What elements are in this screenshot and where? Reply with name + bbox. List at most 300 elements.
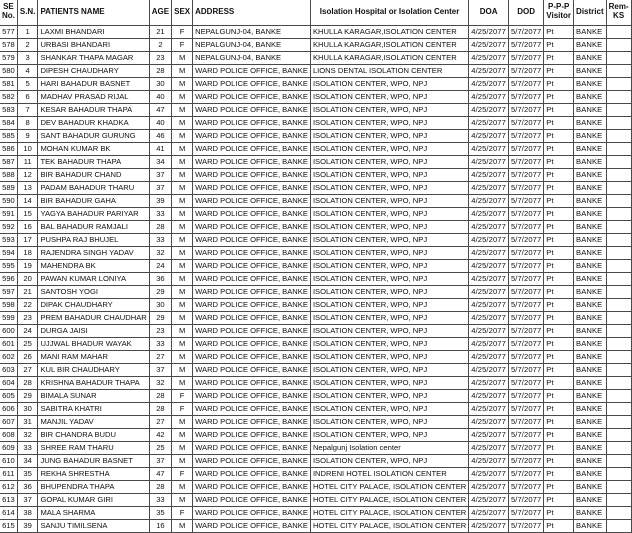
cell-patient-name: MAHENDRA BK — [38, 260, 149, 273]
cell-serial-no: 602 — [0, 351, 17, 364]
cell-doa: 4/25/2077 — [469, 260, 509, 273]
cell-remarks — [606, 312, 631, 325]
header-doa: DOA — [469, 0, 509, 26]
cell-district: BANKE — [574, 481, 607, 494]
cell-serial-no: 590 — [0, 195, 17, 208]
cell-visitor: Pt — [544, 221, 574, 234]
cell-district: BANKE — [574, 130, 607, 143]
cell-sex: F — [172, 507, 193, 520]
cell-serial-no: 605 — [0, 390, 17, 403]
cell-age: 36 — [149, 273, 171, 286]
cell-remarks — [606, 286, 631, 299]
cell-serial-no: 581 — [0, 78, 17, 91]
cell-isolation: ISOLATION CENTER, WPO, NPJ — [310, 91, 468, 104]
cell-address: WARD POLICE OFFICE, BANKE — [193, 143, 311, 156]
cell-sex: M — [172, 429, 193, 442]
cell-address: WARD POLICE OFFICE, BANKE — [193, 78, 311, 91]
cell-visitor: Pt — [544, 260, 574, 273]
cell-remarks — [606, 325, 631, 338]
cell-patient-name: YAGYA BAHADUR PARIYAR — [38, 208, 149, 221]
cell-patient-name: PREM BAHADUR CHAUDHAR — [38, 312, 149, 325]
cell-visitor: Pt — [544, 351, 574, 364]
cell-remarks — [606, 156, 631, 169]
cell-sex: M — [172, 117, 193, 130]
cell-dod: 5/7/2077 — [508, 481, 543, 494]
cell-serial-no: 611 — [0, 468, 17, 481]
cell-sex: M — [172, 91, 193, 104]
cell-serial-no: 580 — [0, 65, 17, 78]
cell-age: 40 — [149, 117, 171, 130]
cell-age: 33 — [149, 494, 171, 507]
cell-serial-no: 600 — [0, 325, 17, 338]
cell-patient-name: SANJU TIMILSENA — [38, 520, 149, 533]
cell-address: WARD POLICE OFFICE, BANKE — [193, 130, 311, 143]
cell-isolation: INDRENI HOTEL ISOLATION CENTER — [310, 468, 468, 481]
cell-patient-name: DURGA JAISI — [38, 325, 149, 338]
cell-doa: 4/25/2077 — [469, 117, 509, 130]
cell-age: 29 — [149, 286, 171, 299]
cell-remarks — [606, 299, 631, 312]
cell-sex: F — [172, 403, 193, 416]
cell-sex: M — [172, 416, 193, 429]
cell-dod: 5/7/2077 — [508, 351, 543, 364]
cell-dod: 5/7/2077 — [508, 91, 543, 104]
cell-age: 23 — [149, 325, 171, 338]
table-row — [0, 104, 631, 117]
cell-isolation: ISOLATION CENTER, WPO, NPJ — [310, 390, 468, 403]
cell-age: 41 — [149, 143, 171, 156]
cell-visitor: Pt — [544, 299, 574, 312]
cell-patient-name: JUNG BAHADUR BASNET — [38, 455, 149, 468]
cell-visitor: Pt — [544, 130, 574, 143]
cell-age: 28 — [149, 390, 171, 403]
cell-doa: 4/25/2077 — [469, 429, 509, 442]
cell-sex: M — [172, 104, 193, 117]
cell-visitor: Pt — [544, 247, 574, 260]
cell-sex: M — [172, 364, 193, 377]
cell-age: 47 — [149, 468, 171, 481]
cell-age: 28 — [149, 481, 171, 494]
cell-sn: 38 — [17, 507, 38, 520]
cell-age: 47 — [149, 104, 171, 117]
cell-address: WARD POLICE OFFICE, BANKE — [193, 429, 311, 442]
cell-visitor: Pt — [544, 416, 574, 429]
cell-dod: 5/7/2077 — [508, 221, 543, 234]
cell-age: 25 — [149, 442, 171, 455]
cell-visitor: Pt — [544, 442, 574, 455]
cell-doa: 4/25/2077 — [469, 286, 509, 299]
cell-age: 46 — [149, 130, 171, 143]
cell-isolation: ISOLATION CENTER, WPO, NPJ — [310, 182, 468, 195]
cell-remarks — [606, 182, 631, 195]
cell-district: BANKE — [574, 169, 607, 182]
cell-visitor: Pt — [544, 390, 574, 403]
table-row — [0, 429, 631, 442]
cell-isolation: ISOLATION CENTER, WPO, NPJ — [310, 143, 468, 156]
cell-visitor: Pt — [544, 403, 574, 416]
cell-address: WARD POLICE OFFICE, BANKE — [193, 364, 311, 377]
cell-dod: 5/7/2077 — [508, 208, 543, 221]
cell-age: 33 — [149, 208, 171, 221]
cell-visitor: Pt — [544, 104, 574, 117]
cell-sn: 5 — [17, 78, 38, 91]
cell-visitor: Pt — [544, 234, 574, 247]
cell-sn: 10 — [17, 143, 38, 156]
cell-dod: 5/7/2077 — [508, 403, 543, 416]
cell-dod: 5/7/2077 — [508, 78, 543, 91]
cell-age: 16 — [149, 520, 171, 533]
header-patient-name: PATIENTS NAME — [38, 0, 149, 26]
cell-sex: M — [172, 299, 193, 312]
cell-patient-name: KESAR BAHADUR THAPA — [38, 104, 149, 117]
cell-district: BANKE — [574, 208, 607, 221]
cell-dod: 5/7/2077 — [508, 312, 543, 325]
cell-serial-no: 595 — [0, 260, 17, 273]
cell-sn: 13 — [17, 182, 38, 195]
cell-dod: 5/7/2077 — [508, 416, 543, 429]
cell-address: WARD POLICE OFFICE, BANKE — [193, 286, 311, 299]
cell-district: BANKE — [574, 247, 607, 260]
cell-serial-no: 603 — [0, 364, 17, 377]
cell-age: 28 — [149, 221, 171, 234]
cell-address: WARD POLICE OFFICE, BANKE — [193, 169, 311, 182]
cell-district: BANKE — [574, 286, 607, 299]
cell-address: WARD POLICE OFFICE, BANKE — [193, 195, 311, 208]
cell-sex: M — [172, 65, 193, 78]
cell-isolation: ISOLATION CENTER, WPO, NPJ — [310, 169, 468, 182]
cell-sn: 17 — [17, 234, 38, 247]
cell-address: WARD POLICE OFFICE, BANKE — [193, 299, 311, 312]
cell-remarks — [606, 221, 631, 234]
cell-dod: 5/7/2077 — [508, 494, 543, 507]
cell-doa: 4/25/2077 — [469, 234, 509, 247]
cell-isolation: ISOLATION CENTER, WPO, NPJ — [310, 403, 468, 416]
cell-patient-name: DEV BAHADUR KHADKA — [38, 117, 149, 130]
cell-visitor: Pt — [544, 52, 574, 65]
cell-serial-no: 588 — [0, 169, 17, 182]
cell-patient-name: MADHAV PRASAD RIJAL — [38, 91, 149, 104]
cell-doa: 4/25/2077 — [469, 169, 509, 182]
cell-address: NEPALGUNJ-04, BANKE — [193, 39, 311, 52]
cell-address: WARD POLICE OFFICE, BANKE — [193, 377, 311, 390]
cell-patient-name: SHREE RAM THARU — [38, 442, 149, 455]
cell-district: BANKE — [574, 39, 607, 52]
cell-isolation: ISOLATION CENTER, WPO, NPJ — [310, 377, 468, 390]
cell-isolation: ISOLATION CENTER, WPO, NPJ — [310, 130, 468, 143]
cell-doa: 4/25/2077 — [469, 507, 509, 520]
cell-visitor: Pt — [544, 91, 574, 104]
cell-doa: 4/25/2077 — [469, 377, 509, 390]
cell-sex: M — [172, 221, 193, 234]
cell-remarks — [606, 117, 631, 130]
cell-patient-name: UJJWAL BHADUR WAYAK — [38, 338, 149, 351]
cell-sn: 21 — [17, 286, 38, 299]
cell-address: WARD POLICE OFFICE, BANKE — [193, 455, 311, 468]
cell-patient-name: BAL BAHADUR RAMJALI — [38, 221, 149, 234]
cell-isolation: ISOLATION CENTER, WPO, NPJ — [310, 104, 468, 117]
cell-sn: 14 — [17, 195, 38, 208]
cell-sn: 3 — [17, 52, 38, 65]
cell-dod: 5/7/2077 — [508, 364, 543, 377]
cell-visitor: Pt — [544, 156, 574, 169]
cell-sex: M — [172, 494, 193, 507]
table-row — [0, 260, 631, 273]
cell-sn: 1 — [17, 26, 38, 39]
cell-age: 33 — [149, 234, 171, 247]
cell-sex: F — [172, 39, 193, 52]
cell-remarks — [606, 234, 631, 247]
cell-sn: 8 — [17, 117, 38, 130]
cell-isolation: ISOLATION CENTER, WPO, NPJ — [310, 117, 468, 130]
cell-doa: 4/25/2077 — [469, 312, 509, 325]
cell-isolation: Nepalgunj Isolation center — [310, 442, 468, 455]
table-row — [0, 182, 631, 195]
table-row — [0, 234, 631, 247]
cell-isolation: KHULLA KARAGAR,ISOLATION CENTER — [310, 39, 468, 52]
cell-district: BANKE — [574, 234, 607, 247]
cell-visitor: Pt — [544, 78, 574, 91]
cell-dod: 5/7/2077 — [508, 234, 543, 247]
table-row — [0, 299, 631, 312]
cell-sex: M — [172, 260, 193, 273]
cell-isolation: ISOLATION CENTER, WPO, NPJ — [310, 247, 468, 260]
cell-dod: 5/7/2077 — [508, 377, 543, 390]
cell-doa: 4/25/2077 — [469, 156, 509, 169]
header-sex: SEX — [172, 0, 193, 26]
table-row — [0, 390, 631, 403]
cell-serial-no: 610 — [0, 455, 17, 468]
cell-patient-name: SANT BAHADUR GURUNG — [38, 130, 149, 143]
table-row — [0, 273, 631, 286]
table-row — [0, 130, 631, 143]
cell-doa: 4/25/2077 — [469, 416, 509, 429]
cell-district: BANKE — [574, 260, 607, 273]
cell-doa: 4/25/2077 — [469, 52, 509, 65]
cell-isolation: HOTEL CITY PALACE, ISOLATION CENTER — [310, 507, 468, 520]
cell-sn: 11 — [17, 156, 38, 169]
cell-doa: 4/25/2077 — [469, 208, 509, 221]
header-district: District — [574, 0, 607, 26]
cell-remarks — [606, 351, 631, 364]
cell-age: 37 — [149, 169, 171, 182]
table-row — [0, 221, 631, 234]
cell-serial-no: 592 — [0, 221, 17, 234]
cell-dod: 5/7/2077 — [508, 260, 543, 273]
table-row — [0, 377, 631, 390]
table-row — [0, 143, 631, 156]
cell-sn: 34 — [17, 455, 38, 468]
cell-patient-name: BIR BAHADUR GAHA — [38, 195, 149, 208]
cell-district: BANKE — [574, 221, 607, 234]
cell-dod: 5/7/2077 — [508, 104, 543, 117]
cell-address: WARD POLICE OFFICE, BANKE — [193, 468, 311, 481]
cell-doa: 4/25/2077 — [469, 494, 509, 507]
cell-patient-name: RAJENDRA SINGH YADAV — [38, 247, 149, 260]
table-row — [0, 26, 631, 39]
cell-remarks — [606, 260, 631, 273]
cell-doa: 4/25/2077 — [469, 130, 509, 143]
cell-dod: 5/7/2077 — [508, 429, 543, 442]
header-sn: S.N. — [17, 0, 38, 26]
table-row — [0, 481, 631, 494]
cell-address: WARD POLICE OFFICE, BANKE — [193, 234, 311, 247]
cell-patient-name: SABITRA KHATRI — [38, 403, 149, 416]
cell-dod: 5/7/2077 — [508, 52, 543, 65]
cell-district: BANKE — [574, 455, 607, 468]
cell-visitor: Pt — [544, 208, 574, 221]
cell-address: WARD POLICE OFFICE, BANKE — [193, 416, 311, 429]
cell-sex: M — [172, 156, 193, 169]
cell-sn: 15 — [17, 208, 38, 221]
cell-visitor: Pt — [544, 364, 574, 377]
table-row — [0, 117, 631, 130]
cell-dod: 5/7/2077 — [508, 182, 543, 195]
cell-remarks — [606, 455, 631, 468]
cell-sex: M — [172, 312, 193, 325]
cell-address: WARD POLICE OFFICE, BANKE — [193, 65, 311, 78]
cell-doa: 4/25/2077 — [469, 364, 509, 377]
cell-address: WARD POLICE OFFICE, BANKE — [193, 403, 311, 416]
cell-dod: 5/7/2077 — [508, 390, 543, 403]
cell-visitor: Pt — [544, 286, 574, 299]
cell-address: WARD POLICE OFFICE, BANKE — [193, 494, 311, 507]
cell-remarks — [606, 507, 631, 520]
cell-visitor: Pt — [544, 377, 574, 390]
table-row — [0, 364, 631, 377]
cell-isolation: ISOLATION CENTER, WPO, NPJ — [310, 273, 468, 286]
table-row — [0, 338, 631, 351]
cell-remarks — [606, 416, 631, 429]
cell-sex: M — [172, 351, 193, 364]
cell-dod: 5/7/2077 — [508, 247, 543, 260]
cell-visitor: Pt — [544, 169, 574, 182]
cell-dod: 5/7/2077 — [508, 143, 543, 156]
cell-isolation: HOTEL CITY PALACE, ISOLATION CENTER — [310, 481, 468, 494]
cell-district: BANKE — [574, 429, 607, 442]
cell-district: BANKE — [574, 351, 607, 364]
cell-patient-name: GOPAL KUMAR GIRI — [38, 494, 149, 507]
cell-dod: 5/7/2077 — [508, 117, 543, 130]
cell-district: BANKE — [574, 520, 607, 533]
cell-isolation: ISOLATION CENTER, WPO, NPJ — [310, 312, 468, 325]
cell-serial-no: 598 — [0, 299, 17, 312]
cell-serial-no: 593 — [0, 234, 17, 247]
cell-address: WARD POLICE OFFICE, BANKE — [193, 520, 311, 533]
cell-sn: 20 — [17, 273, 38, 286]
cell-sn: 26 — [17, 351, 38, 364]
cell-district: BANKE — [574, 377, 607, 390]
cell-address: WARD POLICE OFFICE, BANKE — [193, 351, 311, 364]
cell-district: BANKE — [574, 91, 607, 104]
cell-sex: M — [172, 520, 193, 533]
cell-isolation: HOTEL CITY PALACE, ISOLATION CENTER — [310, 520, 468, 533]
table-row — [0, 65, 631, 78]
cell-patient-name: DIPESH CHAUDHARY — [38, 65, 149, 78]
cell-remarks — [606, 273, 631, 286]
cell-remarks — [606, 130, 631, 143]
cell-age: 30 — [149, 299, 171, 312]
cell-age: 2 — [149, 39, 171, 52]
cell-serial-no: 577 — [0, 26, 17, 39]
cell-address: WARD POLICE OFFICE, BANKE — [193, 247, 311, 260]
cell-district: BANKE — [574, 416, 607, 429]
header-remarks: Rem-KS — [606, 0, 631, 26]
cell-sex: M — [172, 208, 193, 221]
cell-isolation: ISOLATION CENTER, WPO, NPJ — [310, 299, 468, 312]
cell-isolation: ISOLATION CENTER, WPO, NPJ — [310, 351, 468, 364]
cell-patient-name: URBASI BHANDARI — [38, 39, 149, 52]
cell-district: BANKE — [574, 390, 607, 403]
cell-serial-no: 599 — [0, 312, 17, 325]
cell-sn: 19 — [17, 260, 38, 273]
cell-district: BANKE — [574, 273, 607, 286]
table-row — [0, 312, 631, 325]
cell-serial-no: 597 — [0, 286, 17, 299]
cell-sn: 9 — [17, 130, 38, 143]
cell-sn: 35 — [17, 468, 38, 481]
cell-district: BANKE — [574, 403, 607, 416]
cell-address: NEPALGUNJ-04, BANKE — [193, 52, 311, 65]
cell-serial-no: 586 — [0, 143, 17, 156]
cell-isolation: ISOLATION CENTER, WPO, NPJ — [310, 416, 468, 429]
cell-remarks — [606, 520, 631, 533]
cell-address: WARD POLICE OFFICE, BANKE — [193, 481, 311, 494]
cell-remarks — [606, 390, 631, 403]
cell-age: 34 — [149, 156, 171, 169]
cell-doa: 4/25/2077 — [469, 247, 509, 260]
cell-address: WARD POLICE OFFICE, BANKE — [193, 221, 311, 234]
cell-isolation: KHULLA KARAGAR,ISOLATION CENTER — [310, 52, 468, 65]
cell-serial-no: 613 — [0, 494, 17, 507]
cell-sex: M — [172, 377, 193, 390]
cell-visitor: Pt — [544, 39, 574, 52]
cell-remarks — [606, 429, 631, 442]
header-isolation: Isolation Hospital or Isolation Center — [310, 0, 468, 26]
table-row — [0, 208, 631, 221]
cell-age: 42 — [149, 429, 171, 442]
cell-dod: 5/7/2077 — [508, 130, 543, 143]
cell-age: 40 — [149, 91, 171, 104]
cell-address: WARD POLICE OFFICE, BANKE — [193, 390, 311, 403]
cell-doa: 4/25/2077 — [469, 221, 509, 234]
cell-sex: F — [172, 390, 193, 403]
cell-age: 37 — [149, 182, 171, 195]
cell-sex: M — [172, 247, 193, 260]
header-row — [0, 0, 631, 26]
cell-remarks — [606, 143, 631, 156]
cell-isolation: ISOLATION CENTER, WPO, NPJ — [310, 78, 468, 91]
cell-doa: 4/25/2077 — [469, 273, 509, 286]
cell-district: BANKE — [574, 26, 607, 39]
cell-address: WARD POLICE OFFICE, BANKE — [193, 182, 311, 195]
cell-serial-no: 594 — [0, 247, 17, 260]
header-visitor: P-P-P Visitor — [544, 0, 574, 26]
cell-remarks — [606, 364, 631, 377]
cell-patient-name: DIPAK CHAUDHARY — [38, 299, 149, 312]
cell-patient-name: TEK BAHADUR THAPA — [38, 156, 149, 169]
cell-dod: 5/7/2077 — [508, 338, 543, 351]
cell-address: WARD POLICE OFFICE, BANKE — [193, 325, 311, 338]
cell-remarks — [606, 26, 631, 39]
cell-sn: 4 — [17, 65, 38, 78]
table-row — [0, 325, 631, 338]
cell-remarks — [606, 91, 631, 104]
cell-serial-no: 584 — [0, 117, 17, 130]
cell-visitor: Pt — [544, 468, 574, 481]
cell-doa: 4/25/2077 — [469, 442, 509, 455]
cell-doa: 4/25/2077 — [469, 351, 509, 364]
cell-isolation: ISOLATION CENTER, WPO, NPJ — [310, 221, 468, 234]
